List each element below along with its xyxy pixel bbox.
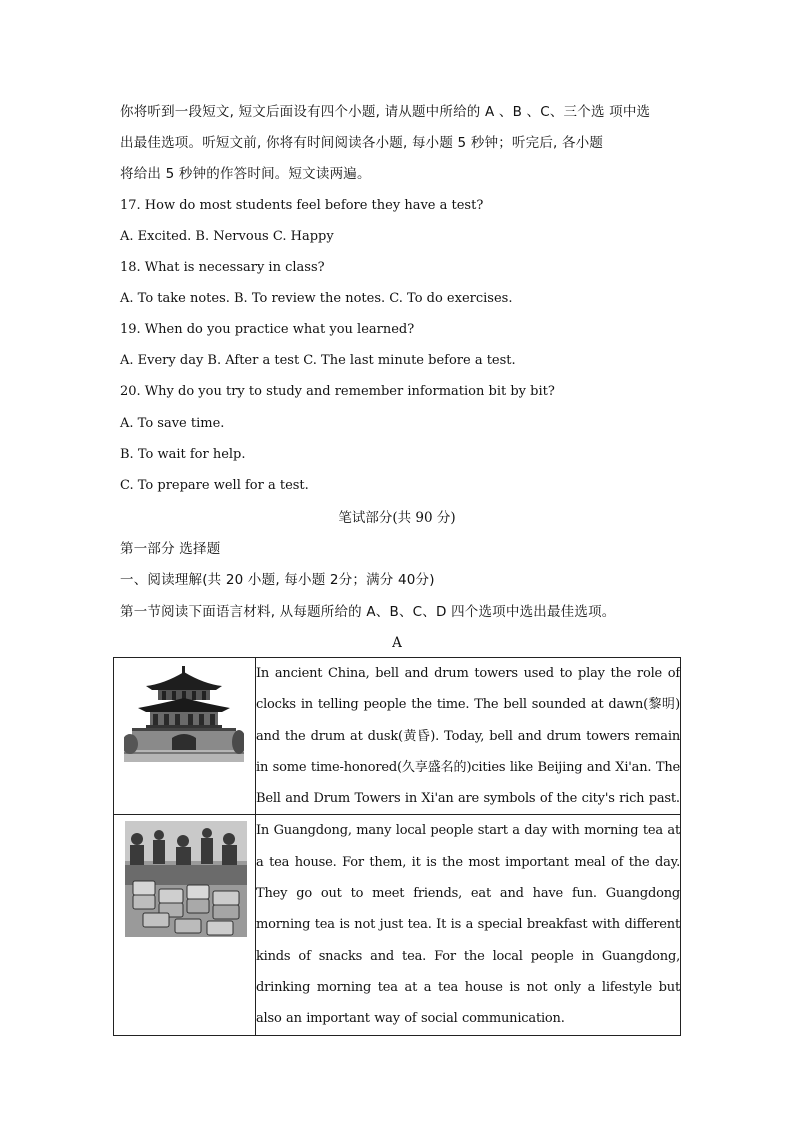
question-17-options: A. Excited. B. Nervous C. Happy bbox=[120, 229, 334, 244]
listening-instruction-line-2: 出最佳选项。听短文前, 你将有时间阅读各小题, 每小题 5 秒钟；听完后, 各小题 bbox=[120, 135, 604, 151]
passage-label: A bbox=[392, 635, 402, 651]
question-18-options: A. To take notes. B. To review the notes. C. To do exercises. bbox=[120, 291, 513, 306]
bell-drum-tower-photo bbox=[124, 664, 244, 762]
image-cell bbox=[114, 815, 256, 1035]
passage-paragraph: In Guangdong, many local people start a day with morning tea at a tea house. For them, it is the most important meal of the day. They go out to meet friends, eat and have fun. Guangdong morning tea is not just tea. It is a special breakfast with different kinds of snacks and tea. For the local people in Guangdong, drinking morning tea at a tea house is not only a lifestyle but also an important way of social communication. bbox=[256, 815, 681, 1035]
written-section-title: 笔试部分(共 90 分) bbox=[338, 510, 456, 526]
reading-title: 一、阅读理解(共 20 小题, 每小题 2分；满分 40分) bbox=[120, 572, 435, 588]
table-row bbox=[114, 658, 681, 815]
question-20-option-b: B. To wait for help. bbox=[120, 447, 246, 462]
question-19-options: A. Every day B. After a test C. The last minute before a test. bbox=[120, 353, 516, 368]
image-cell bbox=[114, 658, 256, 815]
question-20-option-c: C. To prepare well for a test. bbox=[120, 478, 309, 493]
part-title: 第一部分 选择题 bbox=[120, 541, 221, 557]
table-row bbox=[114, 815, 681, 1035]
question-19: 19. When do you practice what you learned? bbox=[120, 322, 415, 337]
morning-tea-house-photo bbox=[125, 821, 247, 937]
passage-paragraph: In ancient China, bell and drum towers used to play the role of clocks in telling people the time. The bell sounded at dawn(黎明) and the drum at dusk(黄昏). Today, bell and drum towers remain in some time-honored(久享盛名的)cities like Beijing and Xi'an. The Bell and Drum Towers in Xi'an are symbols of the city's rich past. bbox=[256, 658, 681, 815]
question-20-option-a: A. To save time. bbox=[120, 416, 225, 431]
question-18: 18. What is necessary in class? bbox=[120, 260, 325, 275]
listening-instruction-line-3: 将给出 5 秒钟的作答时间。短文读两遍。 bbox=[120, 166, 371, 182]
reading-instruction: 第一节阅读下面语言材料, 从每题所给的 A、B、C、D 四个选项中选出最佳选项。 bbox=[120, 604, 616, 620]
passage-a-table bbox=[113, 657, 681, 1036]
question-20: 20. Why do you try to study and remember information bit by bit? bbox=[120, 384, 555, 399]
question-17: 17. How do most students feel before they have a test? bbox=[120, 198, 484, 213]
listening-instruction-line-1: 你将听到一段短文, 短文后面设有四个小题, 请从题中所给的 A 、B 、C、三个选 项中选 bbox=[120, 104, 651, 120]
